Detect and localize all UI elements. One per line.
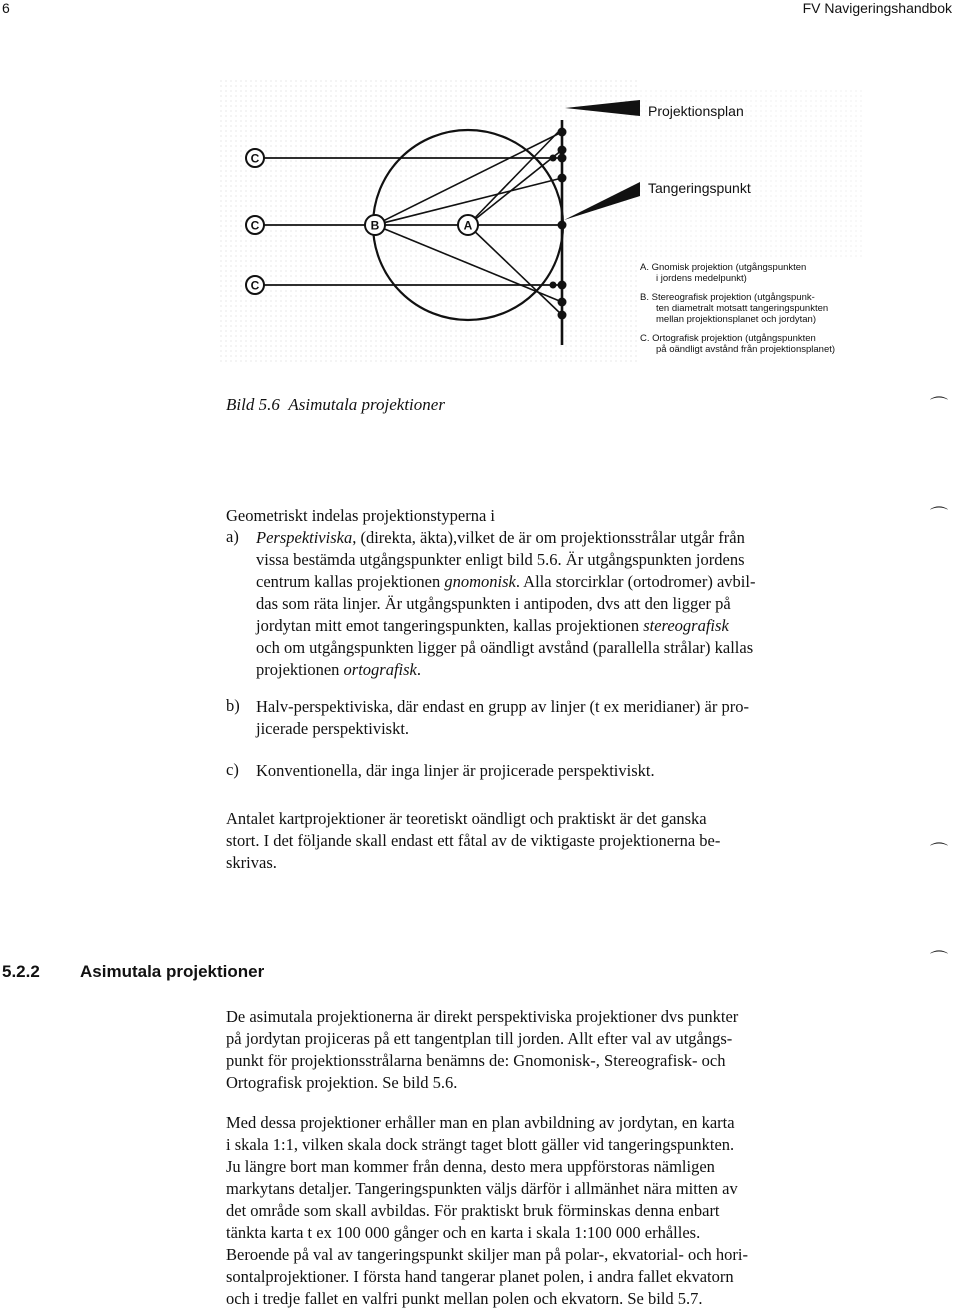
item-a-line: jordytan mitt emot tangeringspunkten, kallas projektionen stereografisk bbox=[256, 616, 729, 635]
paragraph-line: Ju längre bort man kommer från denna, desto mera uppförstoras nämligen bbox=[226, 1157, 715, 1176]
paragraph-line: markytans detaljer. Tangeringspunkten väljs därför i allmänhet nära mitten av bbox=[226, 1179, 738, 1198]
svg-text:B: B bbox=[370, 218, 380, 233]
item-a-label: a) bbox=[226, 527, 239, 546]
legend-b-line: B. Stereografisk projektion (utgångspunk- bbox=[640, 292, 815, 303]
svg-text:A: A bbox=[463, 218, 473, 233]
marker-c-top bbox=[246, 149, 264, 167]
running-head: FV Navigeringshandbok bbox=[802, 0, 952, 16]
term-orthographic: ortografisk bbox=[343, 660, 417, 679]
plane-point bbox=[558, 298, 567, 307]
term-stereographic: stereografisk bbox=[643, 616, 729, 635]
summary-line: skrivas. bbox=[226, 853, 277, 872]
item-a-line: vissa bestämda utgångspunkter enligt bild 5.6. Är utgångspunkten jordens bbox=[256, 550, 745, 569]
legend-b-line: mellan projektionsplanet och jordytan) bbox=[656, 314, 817, 325]
legend-c-line: på oändligt avstånd från projektionsplanet) bbox=[656, 344, 836, 355]
plane-point bbox=[558, 154, 567, 163]
summary-line: Antalet kartprojektioner är teoretiskt oändligt och praktiskt är det ganska bbox=[226, 809, 707, 828]
paragraph-line: tänkta karta t ex 100 000 gånger och en karta i skala 1:100 000 erhålles. bbox=[226, 1223, 701, 1242]
plane-point bbox=[558, 311, 567, 320]
label-tangent-point: Tangeringspunkt bbox=[648, 180, 751, 196]
label-projection-plane: Projektionsplan bbox=[648, 103, 744, 119]
halftone-background bbox=[220, 78, 640, 363]
plane-point bbox=[558, 174, 567, 183]
marker-b bbox=[365, 215, 385, 235]
plane-point bbox=[558, 128, 567, 137]
summary-line: stort. I det följande skall endast ett fåtal av de viktigaste projektionerna be- bbox=[226, 831, 721, 850]
margin-revision-mark-icon: ⌒ bbox=[930, 950, 948, 971]
margin-revision-mark-icon: ⌒ bbox=[930, 506, 948, 527]
item-a-line: das som räta linjer. Är utgångspunkten i antipoden, dvs att den ligger på bbox=[256, 594, 731, 613]
paragraph-line: Med dessa projektioner erhåller man en plan avbildning av jordytan, en karta bbox=[226, 1113, 735, 1132]
item-b-body bbox=[256, 696, 749, 740]
paragraph-line: sontalprojektioner. I första hand tangerar planet polen, i andra fallet ekvatorn bbox=[226, 1267, 734, 1286]
caption-label: Bild 5.6 bbox=[226, 395, 280, 414]
marker-a bbox=[458, 215, 478, 235]
item-a-body bbox=[256, 527, 755, 681]
caption-title: Asimutala projektioner bbox=[288, 395, 445, 414]
tangent-point bbox=[558, 221, 567, 230]
plane-point bbox=[558, 281, 567, 290]
item-c-line: Konventionella, där inga linjer är projicerade perspektiviskt. bbox=[256, 761, 655, 780]
marker-c-bottom bbox=[246, 276, 264, 294]
margin-revision-mark-icon: ⌒ bbox=[930, 396, 948, 417]
circle-point bbox=[550, 155, 557, 162]
projection-figure bbox=[210, 70, 870, 380]
legend-a-line: i jordens medelpunkt) bbox=[656, 273, 747, 284]
legend-c-line: C. Ortografisk projektion (utgångspunkten bbox=[640, 333, 816, 344]
paragraph-line: på jordytan projiceras på ett tangentplan till jorden. Allt efter val av utgångs- bbox=[226, 1029, 733, 1048]
figure-caption bbox=[226, 395, 445, 415]
item-a-line: centrum kallas projektionen gnomonisk. Alla storcirklar (ortodromer) avbil- bbox=[256, 572, 756, 591]
term-gnomonic: gnomonisk bbox=[444, 572, 516, 591]
section-paragraph-2 bbox=[226, 1112, 748, 1310]
paragraph-line: i skala 1:1, vilken skala dock strängt taget blott gäller vid tangeringspunkten. bbox=[226, 1135, 735, 1154]
paragraph-line: Ortografisk projektion. Se bild 5.6. bbox=[226, 1073, 458, 1092]
paragraph-line: De asimutala projektionerna är direkt perspektiviska projektioner dvs punkter bbox=[226, 1007, 739, 1026]
item-a-line: och om utgångspunkten ligger på oändligt avstånd (parallella strålar) kallas bbox=[256, 638, 754, 657]
item-c-label: c) bbox=[226, 760, 239, 779]
margin-revision-mark-icon: ⌒ bbox=[930, 842, 948, 863]
paragraph-line: punkt för projektionsstrålarna benämns de: Gnomonisk-, Stereografisk- och bbox=[226, 1051, 726, 1070]
circle-point bbox=[550, 282, 557, 289]
page-number: 6 bbox=[2, 0, 10, 16]
section-number: 5.2.2 bbox=[2, 962, 40, 981]
legend-a-line: A. Gnomisk projektion (utgångspunkten bbox=[640, 262, 807, 273]
plane-point bbox=[558, 146, 567, 155]
svg-text:C: C bbox=[250, 151, 260, 166]
paragraph-line: det område som skall avbildas. För praktiskt bruk förminskas denna enbart bbox=[226, 1201, 720, 1220]
term-perspective: Perspektiviska bbox=[256, 528, 353, 547]
summary-paragraph bbox=[226, 808, 720, 874]
section-paragraph-1 bbox=[226, 1006, 738, 1094]
item-a-line: Perspektiviska, (direkta, äkta),vilket de är om projektionsstrålar utgår från bbox=[256, 528, 745, 547]
svg-text:C: C bbox=[250, 278, 260, 293]
item-b-line: jicerade perspektiviskt. bbox=[256, 719, 410, 738]
item-c-body bbox=[256, 760, 655, 782]
item-b-label: b) bbox=[226, 696, 240, 715]
item-a-line: projektionen ortografisk. bbox=[256, 660, 421, 679]
paragraph-line: Beroende på val av tangeringspunkt skiljer man på polar-, ekvatorial- och hori- bbox=[226, 1245, 748, 1264]
marker-c-mid bbox=[246, 216, 264, 234]
item-b-line: Halv-perspektiviska, där endast en grupp av linjer (t ex meridianer) är pro- bbox=[256, 697, 749, 716]
svg-text:C: C bbox=[250, 218, 260, 233]
paragraph-line: och i tredje fallet en valfri punkt mellan polen och ekvatorn. Se bild 5.7. bbox=[226, 1289, 703, 1308]
legend-b-line: ten diametralt motsatt tangeringspunkten bbox=[656, 303, 829, 314]
intro-paragraph: Geometriskt indelas projektionstyperna i bbox=[226, 506, 495, 525]
section-title: Asimutala projektioner bbox=[80, 962, 265, 981]
